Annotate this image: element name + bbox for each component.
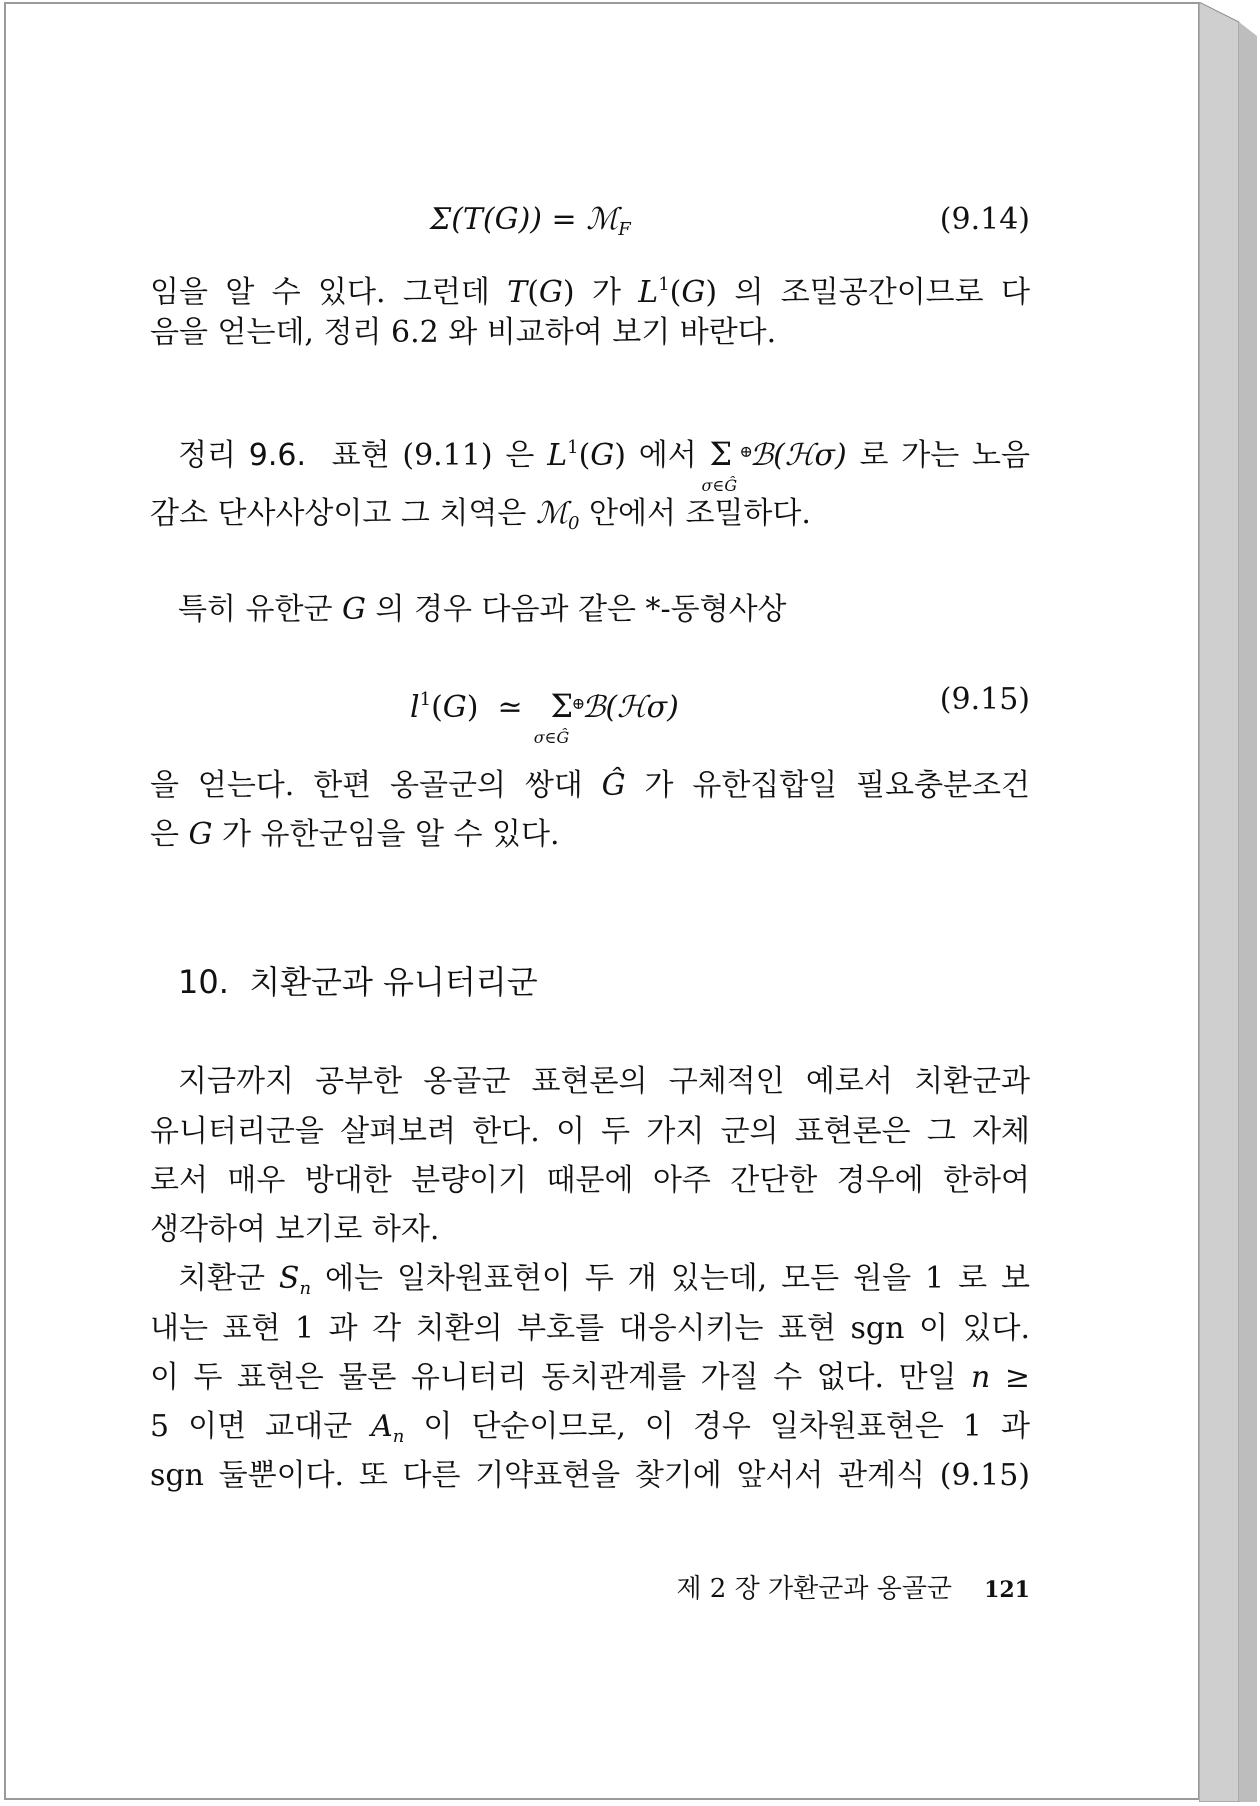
- paragraph-line: [150, 1259, 1030, 1309]
- text-segment: 에서: [625, 438, 710, 473]
- math-G: G: [442, 690, 467, 725]
- sigma-glyph: Σ: [550, 687, 574, 725]
- text-segment: 에는 일차원표현이 두 개 있는데, 모든 원을 1 로 보: [311, 1261, 1031, 1296]
- text-segment: 가 유한집합일 필요충분조건: [625, 768, 1030, 803]
- equation-number: (9.15): [939, 682, 1030, 717]
- equation-9-15-left: l: [410, 690, 420, 725]
- text-segment: 이 두 표현은 물론 유니터리 동치관계를 가질 수 없다. 만일: [150, 1360, 972, 1395]
- math-paren: (: [431, 690, 443, 725]
- paragraph-line: [150, 815, 1030, 855]
- math-paren: ): [466, 690, 479, 725]
- sum-index: σ∈Ĝ: [533, 728, 570, 747]
- text-segment: 은: [150, 817, 189, 852]
- paragraph-line: [150, 1358, 1030, 1398]
- chapter-title: 제 2 장 가환군과 옹골군: [676, 1574, 953, 1604]
- section-title: 치환군과 유니터리군: [249, 963, 538, 1001]
- text-segment: 의 조밀공간이므로 다: [717, 275, 1030, 310]
- paragraph-line: sgn 둘뿐이다. 또 다른 기약표현을 찾기에 앞서서 관계식 (9.15): [150, 1458, 1030, 1493]
- sigma-glyph: Σ: [709, 435, 733, 473]
- math-paren: (: [527, 275, 539, 310]
- math-M0: ℳ$_0$: [535, 496, 580, 534]
- theorem-line: [150, 494, 1030, 544]
- math-Sn: $S_n$: [278, 1261, 312, 1299]
- paragraph-line: [150, 1407, 1030, 1457]
- text-segment: 가 유한군임을 알 수 있다.: [212, 817, 560, 852]
- oplus-glyph: ⊕: [571, 694, 586, 713]
- superscript-1: 1: [567, 437, 579, 458]
- text-segment: 을 얻는다. 한편 옹골군의 쌍대: [150, 768, 602, 803]
- text-segment: 감소 단사사상이고 그 치역은: [150, 496, 536, 531]
- paragraph-line: [150, 590, 1058, 630]
- text-segment: 안에서 조밀하다.: [579, 496, 811, 531]
- paragraph-line: [150, 766, 1030, 806]
- math-An: $A_n$: [371, 1409, 405, 1447]
- direct-sum-symbol: [701, 435, 753, 495]
- paragraph-line: [150, 265, 1030, 313]
- superscript-1: 1: [658, 274, 670, 295]
- theorem-label: 정리 9.6.: [178, 438, 307, 473]
- paragraph-line: 생각하여 보기로 하자.: [150, 1212, 440, 1247]
- page-number: 121: [984, 1577, 1030, 1603]
- superscript-1: 1: [419, 689, 432, 710]
- math-L1: L: [638, 275, 659, 310]
- equation-9-14-subscript: F: [618, 219, 631, 240]
- text-segment: 의 경우 다음과 같은 *-동형사상: [365, 592, 787, 627]
- math-G: G: [341, 592, 366, 627]
- math-paren: ): [614, 438, 626, 473]
- paragraph-line: 로서 매우 방대한 분량이기 때문에 아주 간단한 경우에 한하여: [150, 1163, 1030, 1198]
- page-edge: [1199, 2, 1257, 1802]
- math-paren: (: [669, 275, 682, 310]
- paragraph-line: 음을 얻는데, 정리 6.2 와 비교하여 보기 바란다.: [150, 315, 777, 350]
- math-paren: ): [562, 275, 575, 310]
- text-segment: 임을 알 수 있다. 그런데: [150, 275, 508, 310]
- math-G: G: [681, 275, 706, 310]
- text-segment: 이 단순이므로, 이 경우 일차원표현은 1 과: [404, 1409, 1030, 1444]
- section-number: 10.: [178, 963, 229, 1001]
- paragraph-line: 지금까지 공부한 옹골군 표현론의 구체적인 예로서 치환군과: [178, 1064, 1030, 1099]
- text-segment: 표현 (9.11) 은: [331, 438, 548, 473]
- math-paren: ): [705, 275, 718, 310]
- text-segment: 가: [574, 275, 639, 310]
- math-T-G: T: [507, 275, 528, 310]
- math-n: n: [971, 1360, 991, 1395]
- text-segment: 5 이면 교대군: [150, 1409, 372, 1444]
- theorem-9-6: [150, 428, 1030, 495]
- text-segment: 로 가는 노음: [846, 438, 1030, 473]
- oplus-glyph: ⊕: [739, 442, 753, 461]
- direct-sum-symbol: [533, 687, 586, 747]
- math-G: G: [188, 817, 213, 852]
- page-footer: [676, 1568, 1030, 1605]
- section-heading: [150, 962, 1058, 1002]
- math-G: G: [590, 438, 615, 473]
- math-B-H-sigma: ℬ(ℋσ): [749, 438, 847, 473]
- equation-number: (9.14): [939, 202, 1030, 237]
- text-segment: 특히 유한군: [178, 592, 342, 627]
- text-segment: ≥: [990, 1360, 1030, 1395]
- math-G-hat: Ĝ: [601, 768, 626, 803]
- sum-index: σ∈Ĝ: [701, 476, 738, 495]
- paragraph-line: 유니터리군을 살펴보려 한다. 이 두 가지 군의 표현론은 그 자체: [150, 1114, 1030, 1149]
- math-G: G: [538, 275, 563, 310]
- math-B-H-sigma: ℬ(ℋσ): [581, 690, 679, 725]
- math-L1: L: [547, 438, 568, 473]
- text-segment: 치환군: [178, 1261, 279, 1296]
- equation-9-14-left: Σ(T(G)) = ℳ: [430, 202, 619, 237]
- math-paren: (: [578, 438, 591, 473]
- paragraph-line: 내는 표현 1 과 각 치환의 부호를 대응시키는 표현 sgn 이 있다.: [150, 1311, 1030, 1346]
